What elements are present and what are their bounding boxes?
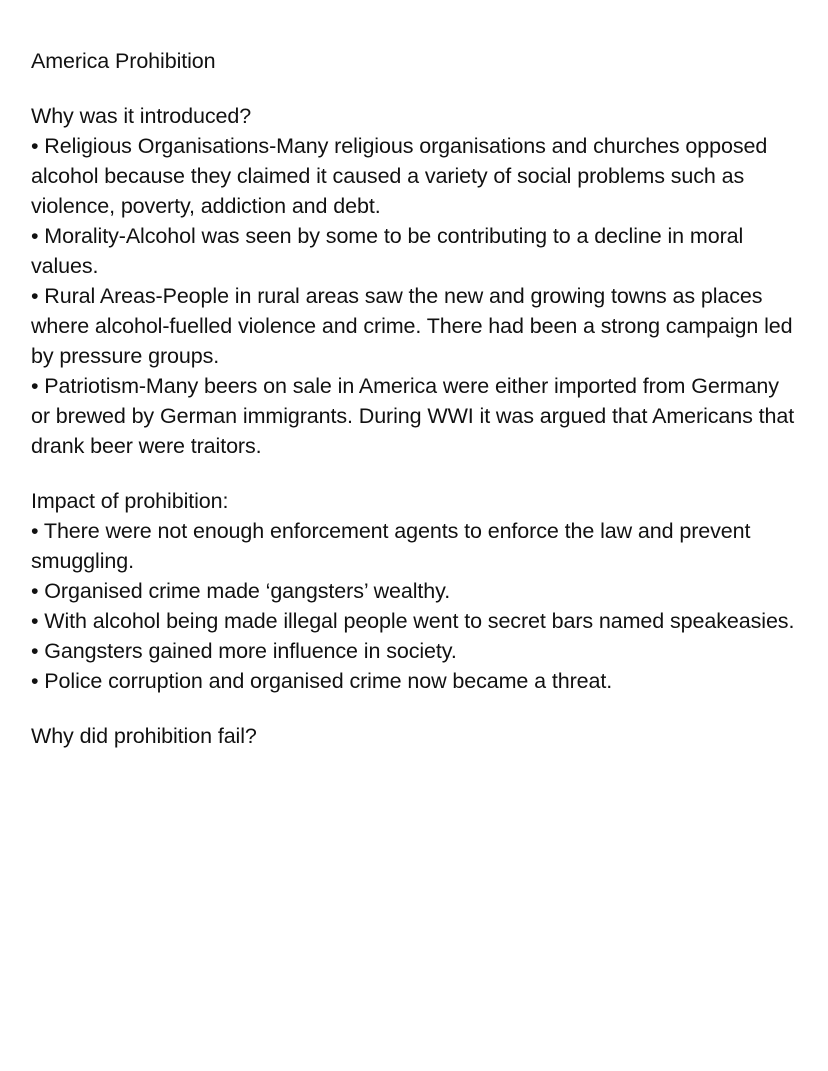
note-body [31,46,801,751]
impact-enforcement: • There were not enough enforcement agents to enforce the law and prevent smuggling. [31,519,751,573]
impact-organised-crime: • Organised crime made ‘gangsters’ wealthy. [31,579,451,603]
heading-impact: Impact of prohibition: [31,489,229,513]
heading-why-fail: Why did prohibition fail? [31,724,257,748]
impact-speakeasies: • With alcohol being made illegal people went to secret bars named speakeasies. [31,609,795,633]
heading-why-introduced: Why was it introduced? [31,104,252,128]
reason-morality: • Morality-Alcohol was seen by some to be contributing to a decline in moral values. [31,224,744,278]
reason-rural-areas: • Rural Areas-People in rural areas saw the new and growing towns as places where alcohol-fuelled violence and crime. There had been a strong campaign led by pressure groups. [31,284,793,368]
reason-patriotism: • Patriotism-Many beers on sale in America were either imported from Germany or brewed by German immigrants. During WWI it was argued that Americans that drank beer were traitors. [31,374,795,458]
impact-gangster-influence: • Gangsters gained more influence in society. [31,639,457,663]
reason-religious: • Religious Organisations-Many religious organisations and churches opposed alcohol because they claimed it caused a variety of social problems such as violence, poverty, addiction and debt. [31,134,768,218]
note-title: America Prohibition [31,49,216,73]
impact-police-corruption: • Police corruption and organised crime now became a threat. [31,669,613,693]
